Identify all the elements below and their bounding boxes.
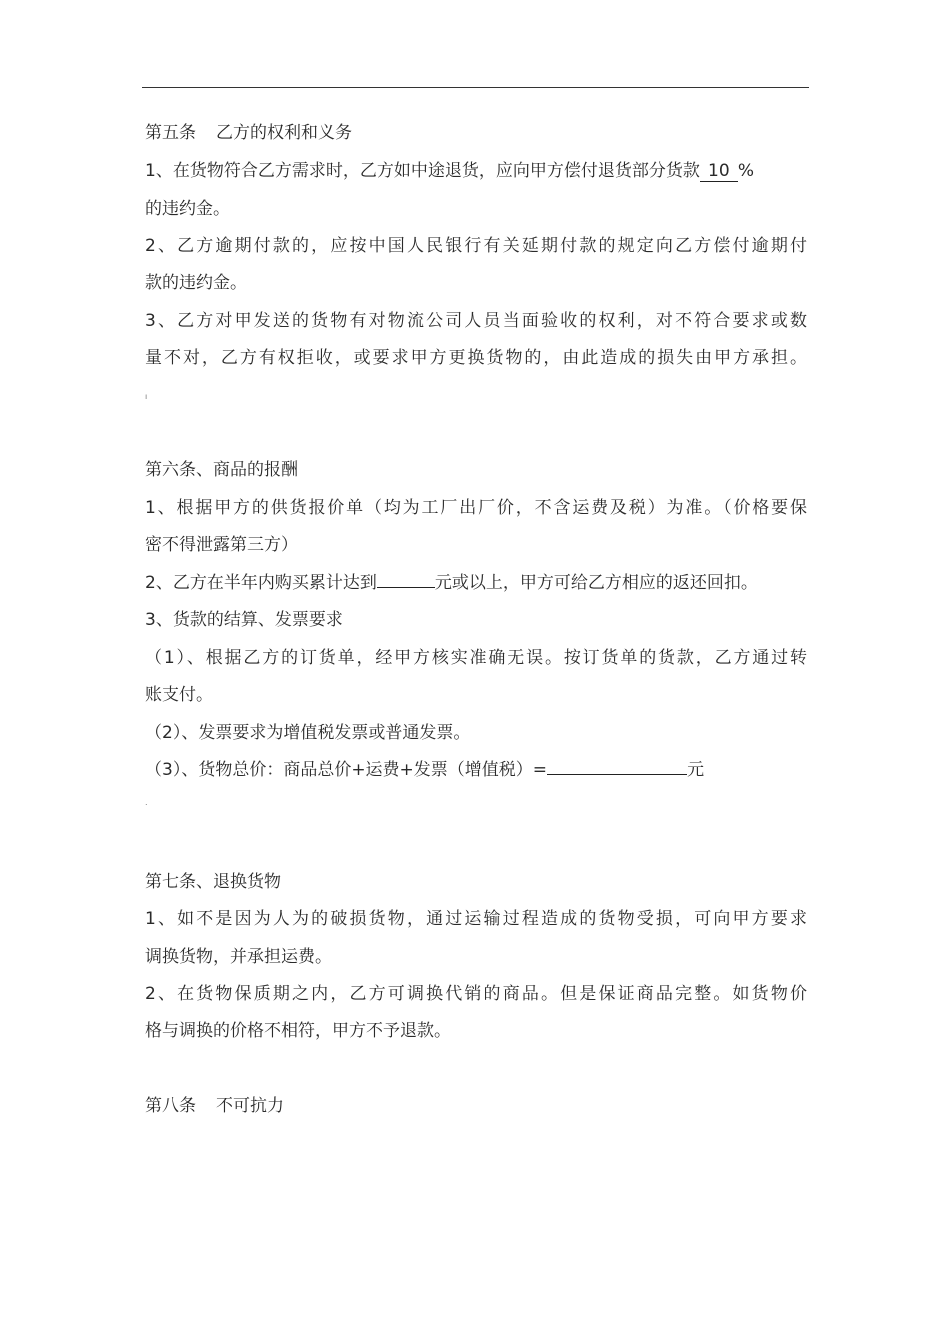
clause-text: 2、乙方在半年内购买累计达到 xyxy=(145,573,377,593)
section-5-number: 第五条 xyxy=(145,123,196,143)
header-rule xyxy=(142,87,809,88)
section-6-heading: 第六条、商品的报酬 xyxy=(145,460,298,480)
section-6-clause-3-1: （1）、根据乙方的订货单，经甲方核实准确无误。按订货单的货款，乙方通过转 xyxy=(145,648,807,668)
section-5-clause-3: 3、乙方对甲发送的货物有对物流公司人员当面验收的权利，对不符合要求或数 xyxy=(145,311,807,331)
section-5-clause-2: 2、乙方逾期付款的，应按中国人民银行有关延期付款的规定向乙方偿付逾期付 xyxy=(145,236,807,256)
section-6-clause-1-cont: 密不得泄露第三方） xyxy=(145,535,298,555)
section-8-number: 第八条 xyxy=(145,1096,196,1116)
scan-mark: ı xyxy=(145,392,148,401)
section-5-title: 乙方的权利和义务 xyxy=(216,123,352,143)
section-8-title: 不可抗力 xyxy=(216,1096,284,1116)
amount-blank xyxy=(377,587,435,588)
section-6-clause-3-3 xyxy=(145,758,704,782)
section-7-clause-1-cont: 调换货物，并承担运费。 xyxy=(145,947,332,967)
clause-text: 元或以上，甲方可给乙方相应的返还回扣。 xyxy=(434,573,758,593)
section-7-clause-2: 2、在货物保质期之内，乙方可调换代销的商品。但是保证商品完整。如货物价 xyxy=(145,984,807,1004)
section-6-clause-3-1-cont: 账支付。 xyxy=(145,685,213,705)
section-6-clause-3-2: （2）、发票要求为增值税发票或普通发票。 xyxy=(145,723,471,743)
section-5-clause-1-cont: 的违约金。 xyxy=(145,199,230,219)
section-7-clause-1: 1、如不是因为人为的破损货物，通过运输过程造成的货物受损，可向甲方要求 xyxy=(145,909,807,929)
currency-unit: 元 xyxy=(687,760,705,780)
penalty-percent-blank: 10 xyxy=(700,161,738,182)
section-6-clause-1: 1、根据甲方的供货报价单（均为工厂出厂价，不含运费及税）为准。（价格要保 xyxy=(145,498,807,518)
section-5-clause-3-cont: 量不对，乙方有权拒收，或要求甲方更换货物的，由此造成的损失由甲方承担。 xyxy=(145,348,807,368)
section-7-clause-2-cont: 格与调换的价格不相符，甲方不予退款。 xyxy=(145,1021,451,1041)
section-7-heading: 第七条、退换货物 xyxy=(145,872,281,892)
clause-text: （3）、货物总价：商品总价+运费+发票（增值税）= xyxy=(145,760,548,780)
section-5-clause-2-cont: 款的违约金。 xyxy=(145,273,247,293)
section-8-heading xyxy=(145,1094,284,1118)
section-6-clause-3: 3、货款的结算、发票要求 xyxy=(145,610,343,630)
percent-sign: % xyxy=(737,161,754,181)
scan-mark: . xyxy=(145,798,148,807)
clause-text: 1、在货物符合乙方需求时，乙方如中途退货，应向甲方偿付退货部分货款 xyxy=(145,161,700,181)
section-5-heading xyxy=(145,121,352,145)
total-price-blank xyxy=(547,774,687,775)
section-5-clause-1 xyxy=(145,159,754,183)
section-6-clause-2 xyxy=(145,571,758,595)
